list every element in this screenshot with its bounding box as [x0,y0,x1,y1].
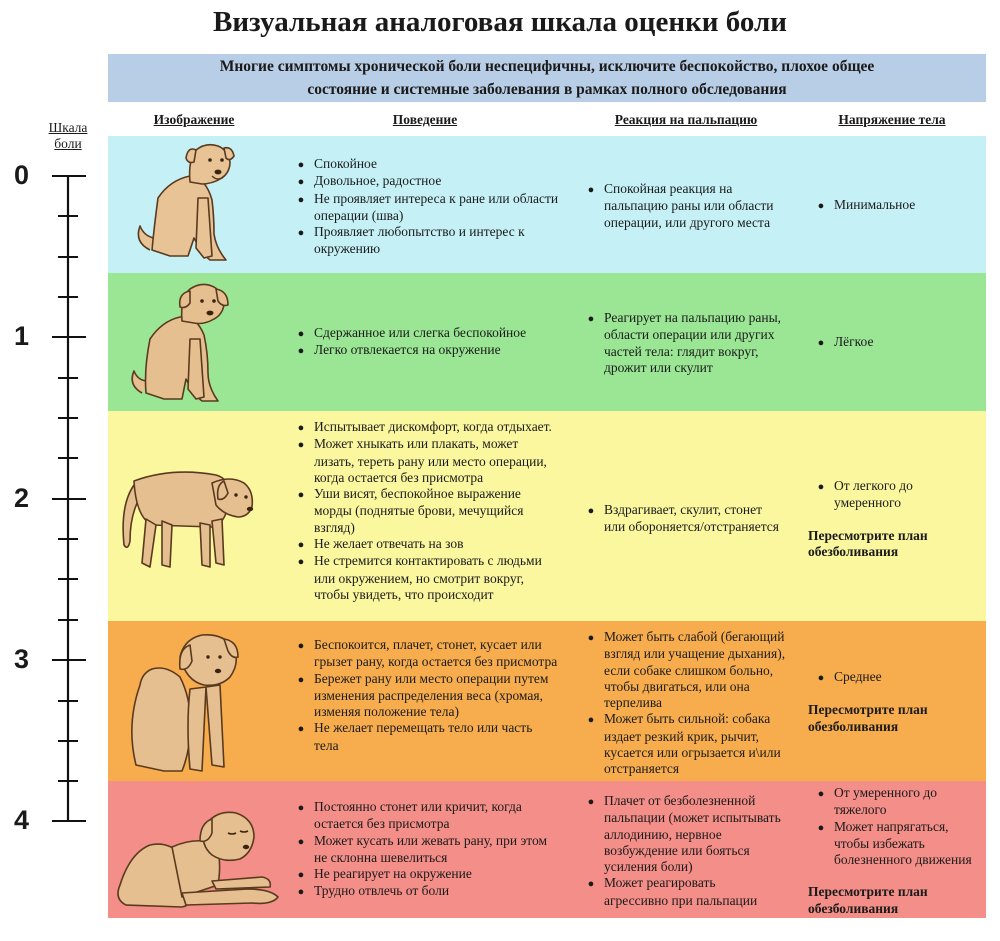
bullet-icon: ● [297,673,305,686]
dog-sitting-hunched-icon [120,625,250,777]
tension-text: От умеренного до тяжелого [834,785,938,818]
behavior-cell-2 [288,419,560,603]
bullet-icon: ● [817,821,825,834]
behavior-item [288,536,560,553]
behavior-text: Легко отвлекается на окружение [314,342,501,358]
behavior-text: Беспокоится, плачет, стонет, кусает или грызет рану, когда остается без присмотра [314,637,558,670]
tension-item [808,819,984,869]
behavior-cell-3 [288,637,560,754]
dog-sitting-calm-icon [130,138,240,270]
tension-text: Среднее [834,669,882,684]
palpation-item [578,711,790,777]
behavior-text: Трудно отвлечь от боли [314,883,450,899]
pain-level-row-4 [108,781,986,918]
column-header-image: Изображение [153,112,235,127]
pain-level-row-1 [108,273,986,411]
bullet-icon: ● [297,489,305,502]
behavior-item [288,156,560,173]
bullet-icon: ● [297,328,305,340]
tension-note-2: Пересмотрите план обезболивания [808,527,928,559]
behavior-text: Проявляет любопытство и интерес к окружению [314,224,525,257]
behavior-item [288,799,560,833]
scale-number-1: 1 [14,321,30,351]
pain-level-row-3 [108,621,986,781]
tension-text: Минимальное [834,197,916,212]
pain-level-row-2 [108,411,986,621]
column-header-palpation: Реакция на пальпацию [614,112,758,127]
bullet-icon: ● [297,439,305,452]
bullet-icon: ● [297,539,305,552]
behavior-text: Уши висят, беспокойное выражение морды (поднятые брови, мечущийся взгляд) [314,486,524,535]
behavior-text: Довольное, радостное [314,173,442,189]
scale-number-4: 4 [14,805,30,835]
palpation-text: Реагирует на пальпацию раны, области операции или других частей тела: глядит вокруг, дрожит или скулит [604,310,782,375]
bullet-icon: ● [587,184,595,196]
bullet-icon: ● [297,640,305,652]
behavior-cell-4 [288,799,560,901]
bullet-icon: ● [297,227,305,240]
behavior-item [288,553,560,603]
bullet-icon: ● [297,193,305,206]
bullet-icon: ● [587,796,595,808]
tension-note-4: Пересмотрите план обезболивания [808,884,928,916]
behavior-item [288,866,560,883]
behavior-item [288,224,560,258]
behavior-text: Не реагирует на окружение [314,866,472,882]
tension-cell-4 [808,785,984,917]
behavior-item [288,720,560,754]
behavior-text: Спокойное [314,156,377,171]
tension-item [808,785,984,819]
palpation-cell-1 [578,310,782,376]
behavior-item [288,883,560,900]
behavior-text: Не проявляет интереса к ране или области операции (шва) [314,190,559,223]
dog-sitting-wary-icon [124,277,240,407]
bullet-icon: ● [297,802,305,814]
info-banner-line-1: Многие симптомы хронической боли неспецифичны, исключите беспокойство, плохое общее [219,58,875,75]
palpation-cell-0 [578,181,782,231]
palpation-text: Может быть слабой (бегающий взгляд или учащение дыхания), если собаке слишком больно, чтобы двигаться, или она терпелива [604,629,786,711]
page-title: Визуальная аналоговая шкала оценки боли [213,6,787,38]
behavior-item [288,419,560,436]
tension-text: От легкого до умеренного [834,478,913,511]
behavior-item [288,436,560,486]
behavior-item [288,342,560,359]
info-banner [108,54,986,102]
palpation-text: Плачет от безболезненной пальпации (может испытывать аллодинию, нервное возбуждение или бояться усиления боли) [604,793,781,875]
scale-title-line-1: Шкала [48,120,88,135]
tension-cell-2 [808,478,980,560]
palpation-cell-4 [578,793,782,909]
behavior-text: Бережет рану или место операции путем изменения распределения веса (хромая, изменяя положение тела) [314,670,549,720]
bullet-icon: ● [817,788,825,800]
behavior-item [288,637,560,671]
tension-item [808,478,980,512]
scale-number-0: 0 [14,160,30,190]
behavior-cell-0 [288,156,560,258]
bullet-icon: ● [587,505,595,517]
behavior-item [288,833,560,867]
bullet-icon: ● [297,556,305,569]
tension-cell-1 [808,334,980,351]
bullet-icon: ● [297,176,305,189]
behavior-text: Не желает отвечать на зов [314,536,464,552]
palpation-text: Может быть сильной: собака издает резкий крик, рычит, кусается или огрызается и\или отстраняется [604,711,781,777]
palpation-cell-3 [578,629,790,778]
tension-note-3: Пересмотрите план обезболивания [808,702,928,734]
bullet-icon: ● [587,714,595,727]
bullet-icon: ● [297,869,305,882]
dog-standing-head-down-icon [112,455,262,575]
behavior-text: Постоянно стонет или кричит, когда остается без присмотра [314,799,522,832]
behavior-text: Может хныкать или плакать, может лизать, тереть рану или место операции, когда остается без присмотра [314,436,547,485]
behavior-item [288,191,560,225]
behavior-cell-1 [288,325,560,360]
palpation-item [578,502,782,536]
pain-scale-axis [0,0,110,941]
tension-cell-0 [808,197,980,214]
palpation-item [578,310,782,376]
tension-cell-3 [808,669,980,735]
behavior-text: Может кусать или жевать рану, при этом не склонна шевелиться [314,832,548,865]
column-header-tension: Напряжение тела [838,112,946,127]
bullet-icon: ● [297,723,305,736]
behavior-item [288,486,560,536]
palpation-item [578,629,790,711]
scale-number-2: 2 [14,483,30,513]
bullet-icon: ● [297,345,305,358]
behavior-item [288,325,560,342]
bullet-icon: ● [817,337,825,349]
behavior-text: Испытывает дискомфорт, когда отдыхает. [314,419,552,434]
behavior-item [288,173,560,190]
behavior-item [288,671,560,721]
bullet-icon: ● [587,878,595,891]
palpation-item [578,875,782,909]
bullet-icon: ● [297,422,305,434]
palpation-text: Спокойная реакция на пальпацию раны или области операции, или другого места [604,181,774,230]
scale-title-line-2: боли [54,136,82,151]
tension-text: Может напрягаться, чтобы избежать болезненного движения [834,818,972,868]
palpation-text: Может реагировать агрессивно при пальпации [604,875,758,908]
behavior-text: Не желает перемещать тело или часть тела [314,720,533,753]
behavior-text: Сдержанное или слегка беспокойное [314,325,527,340]
bullet-icon: ● [587,313,595,325]
behavior-text: Не стремится контактировать с людьми или окружением, но смотрит вокруг, чтобы увидеть, что происходит [314,553,542,602]
tension-text: Лёгкое [834,334,874,349]
bullet-icon: ● [297,159,305,171]
column-header-behavior: Поведение [392,112,458,127]
info-banner-line-2: состояние и системные заболевания в рамках полного обследования [307,81,787,98]
bullet-icon: ● [297,835,305,848]
bullet-icon: ● [297,886,305,899]
tension-item [808,197,980,214]
bullet-icon: ● [587,632,595,644]
palpation-item [578,181,782,231]
palpation-text: Вздрагивает, скулит, стонет или обороняется/отстраняется [604,502,779,535]
tension-item [808,669,980,686]
bullet-icon: ● [817,672,825,684]
dog-lying-down-icon [112,801,284,915]
bullet-icon: ● [817,200,825,212]
pain-level-row-0 [108,136,986,273]
palpation-cell-2 [578,502,782,536]
palpation-item [578,793,782,875]
bullet-icon: ● [817,481,825,493]
scale-number-3: 3 [14,644,30,674]
tension-item [808,334,980,351]
